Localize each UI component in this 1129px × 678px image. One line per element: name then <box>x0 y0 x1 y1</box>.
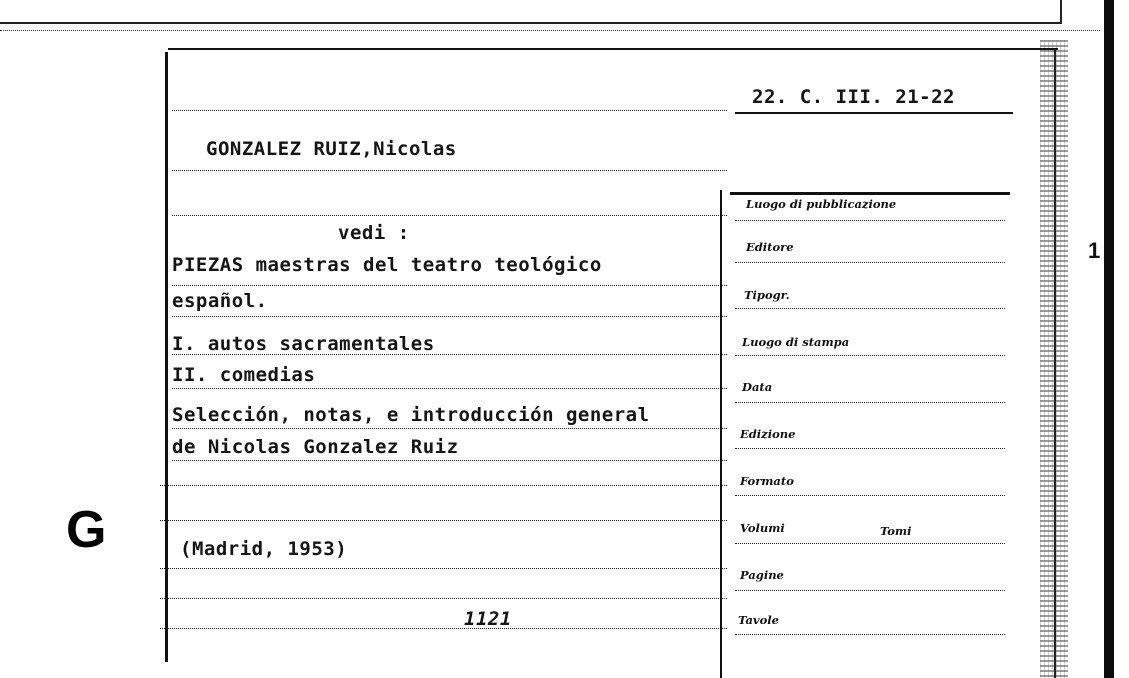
author-heading: GONZALEZ RUIZ,Nicolas <box>206 138 457 160</box>
rule-11 <box>160 520 727 521</box>
label-place: Luogo di pubblicazione <box>746 197 897 211</box>
card-left-rule <box>165 52 168 662</box>
rule-5 <box>172 316 727 317</box>
title-line-4: II. comedias <box>172 364 316 386</box>
form-rule-2 <box>735 262 1005 263</box>
shelfmark: 22. C. III. 21-22 <box>752 86 955 108</box>
scan-right-border <box>1104 0 1114 678</box>
label-pages: Pagine <box>740 568 784 582</box>
imprint: (Madrid, 1953) <box>180 538 348 560</box>
rule-2 <box>172 170 727 171</box>
form-rule-9 <box>735 590 1005 591</box>
top-edge-dots <box>0 30 1100 31</box>
form-box-top <box>730 192 1010 195</box>
form-rule-5 <box>735 402 1005 403</box>
rule-14 <box>160 628 727 629</box>
form-rule-8 <box>735 543 1005 544</box>
top-card-edge <box>0 0 1062 24</box>
rule-8 <box>172 428 727 429</box>
form-rule-3 <box>735 308 1005 309</box>
form-rule-10 <box>735 634 1005 635</box>
label-date: Data <box>742 380 773 394</box>
rule-9 <box>172 460 727 461</box>
card-top-border <box>168 48 1058 50</box>
form-rule-4 <box>735 355 1005 356</box>
margin-letter: G <box>66 501 107 559</box>
rule-7 <box>172 388 727 389</box>
label-edition: Edizione <box>740 427 796 441</box>
label-print-place: Luogo di stampa <box>742 335 850 349</box>
see-label: vedi : <box>338 222 410 244</box>
label-publisher: Editore <box>746 240 794 254</box>
title-line-5: Selección, notas, e introducción general <box>172 404 650 426</box>
rule-1 <box>172 110 727 111</box>
card-right-edge <box>1054 50 1056 678</box>
form-box-left <box>720 190 722 678</box>
rule-10 <box>160 485 727 486</box>
shelfmark-underline <box>735 112 1013 114</box>
label-format: Formato <box>740 474 794 488</box>
rule-4 <box>172 285 727 286</box>
accession-number: 1121 <box>464 608 512 630</box>
title-line-2: español. <box>172 290 268 312</box>
title-line-6: de Nicolas Gonzalez Ruiz <box>172 436 459 458</box>
rule-3 <box>172 215 727 216</box>
rule-6 <box>172 354 727 355</box>
side-mark: 1 <box>1088 238 1101 263</box>
rule-13 <box>160 598 727 599</box>
label-volumes: Volumi <box>740 521 785 535</box>
label-tomes: Tomi <box>880 524 912 538</box>
title-line-1: PIEZAS maestras del teatro teológico <box>172 254 602 276</box>
rule-12 <box>160 568 727 569</box>
form-rule-6 <box>735 448 1005 449</box>
label-plates: Tavole <box>738 613 779 627</box>
form-rule-1 <box>735 220 1005 221</box>
form-rule-7 <box>735 495 1005 496</box>
label-printer: Tipogr. <box>744 288 790 302</box>
title-line-3: I. autos sacramentales <box>172 333 435 355</box>
